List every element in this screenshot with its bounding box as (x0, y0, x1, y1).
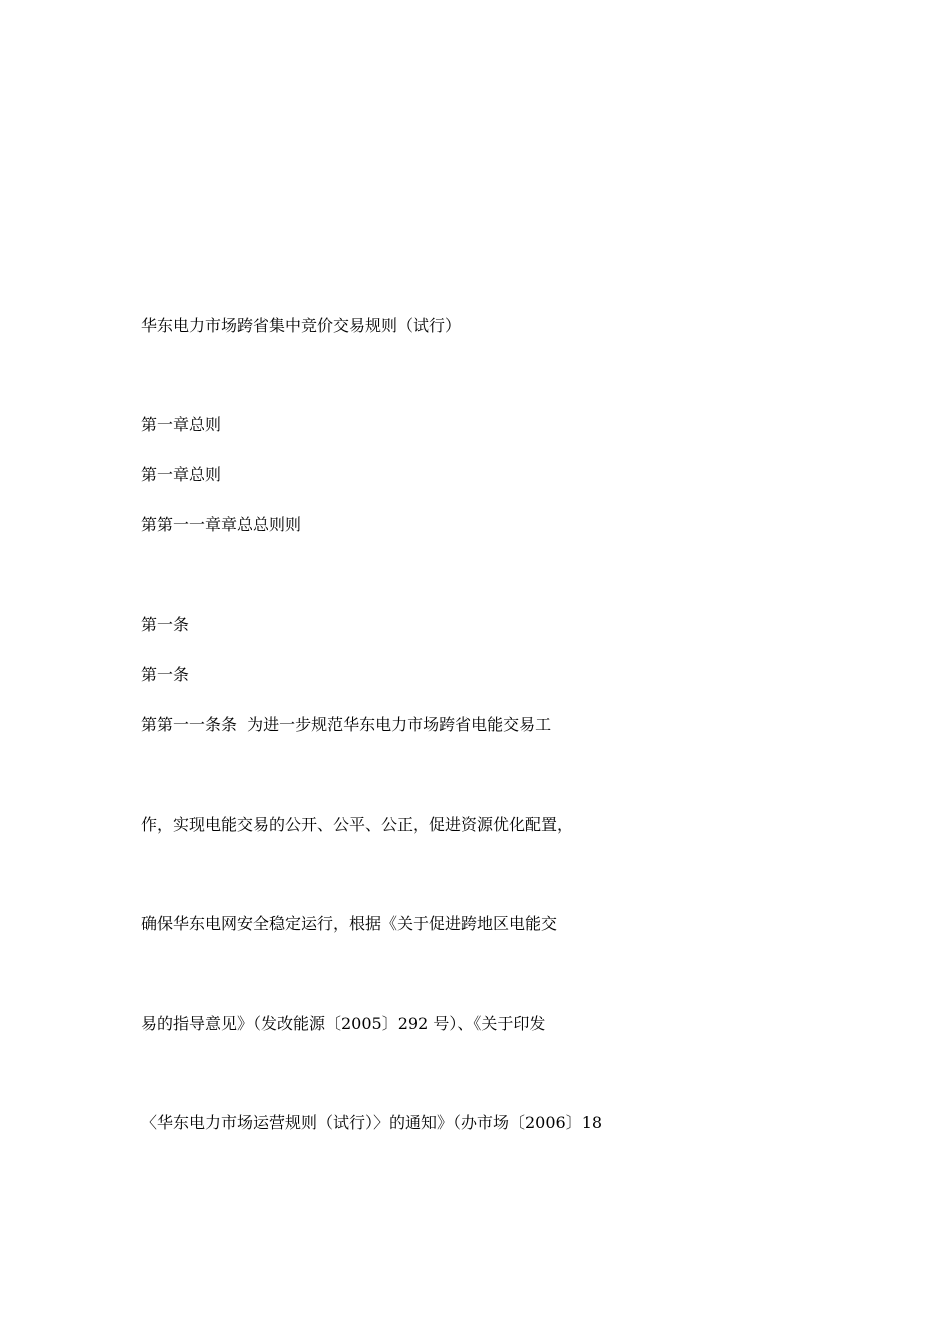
chapter-heading: 第一章总则 (141, 465, 222, 484)
body-text-line: 确保华东电网安全稳定运行，根据《关于促进跨地区电能交 (141, 914, 558, 933)
document-title: 华东电力市场跨省集中竞价交易规则（试行） (141, 316, 462, 335)
body-text-line: 第第一一条条 为进一步规范华东电力市场跨省电能交易工 (141, 715, 552, 734)
article-heading: 第一条 (141, 665, 190, 684)
body-text-line: 易的指导意见》（发改能源〔2005〕292 号）、《关于印发 (141, 1014, 546, 1033)
chapter-heading: 第一章总则 (141, 415, 222, 434)
article-heading: 第一条 (141, 615, 190, 634)
body-text-line: 作，实现电能交易的公开、公平、公正，促进资源优化配置， (141, 815, 574, 834)
chapter-heading: 第第一一章章总总则则 (141, 515, 302, 534)
body-text-line: 〈华东电力市场运营规则（试行）〉的通知》（办市场〔2006〕18 (141, 1113, 603, 1132)
